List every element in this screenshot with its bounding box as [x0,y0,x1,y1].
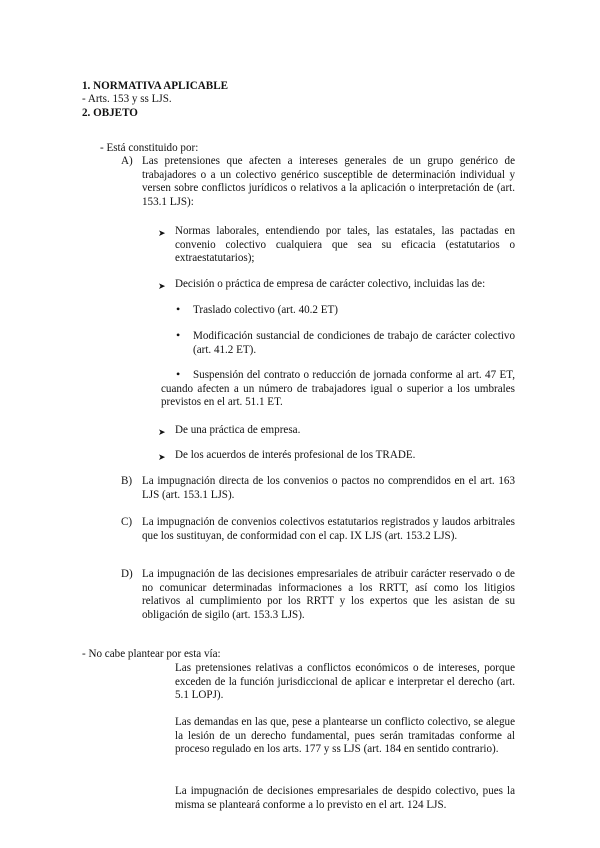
item-a-sub-practica: De una práctica de empresa. [175,424,301,436]
arrowhead-bullet-icon: ➤ [158,281,166,291]
round-bullet-icon: • [176,367,181,381]
item-d-text: La impugnación de las decisiones empresariales de atribuir carácter reservado o de no comunicar determinadas informaciones a los RRTT, así como los litigios relativos al cumplimiento por los RRTT y los expertos que les asistan de su obligación de sigilo (art. 153.3 LJS). [142,568,515,621]
exclusion-economicos: Las pretensiones relativas a conflictos económicos o de intereses, porque exceden de la función jurisdiccional de aplicar e interpretar el derecho (art. 5.1 LOPJ). [175,662,515,702]
arrowhead-bullet-icon: ➤ [158,427,166,437]
item-a-sub-normas: Normas laborales, entendiendo por tales, las estatales, las pactadas en convenio colectivo cualquiera que sea su eficacia (estatutarios o extraestatutarios); [175,225,515,265]
exclusion-derechos-fundamentales: Las demandas en las que, pese a plantearse un conflicto colectivo, se alegue la lesión de un derecho fundamental, pues serán tramitadas conforme al proceso regulado en los arts. 177 y ss LJS (art. 184 en sentido contrario). [175,716,515,756]
bullet-modificacion: Modificación sustancial de condiciones de trabajo de carácter colectivo (art. 41.2 ET). [193,330,515,356]
objeto-intro: - Está constituido por: [100,142,199,154]
item-c-label: C) [121,516,133,528]
normativa-reference: - Arts. 153 y ss LJS. [82,93,172,105]
item-c-text: La impugnación de convenios colectivos estatutarios registrados y laudos arbitrales que los sustituyan, de conformidad con el cap. IX LJS (art. 153.2 LJS). [142,516,515,542]
item-a-label: A) [121,155,133,167]
bullet-suspension: Suspensión del contrato o reducción de jornada conforme al art. 47 ET, cuando afecten a un número de trabajadores igual o superior a los umbrales previstos en el art. 51.1 ET. [161,369,515,409]
item-a-text: Las pretensiones que afecten a intereses generales de un grupo genérico de trabajadores o a un colectivo genérico susceptible de determinación individual y versen sobre conflictos jurídicos o relativos a la aplicación o interpretación de (art. 153.1 LJS): [142,155,515,208]
bullet-traslado: Traslado colectivo (art. 40.2 ET) [193,304,339,316]
arrowhead-bullet-icon: ➤ [158,452,166,462]
item-a-sub-decision: Decisión o práctica de empresa de carácter colectivo, incluidas las de: [175,278,486,290]
item-d-label: D) [121,568,133,580]
item-a-sub-trade: De los acuerdos de interés profesional de los TRADE. [175,449,416,461]
exclusion-despido-colectivo: La impugnación de decisiones empresariales de despido colectivo, pues la misma se planteará conforme a lo previsto en el art. 124 LJS. [175,785,515,811]
arrowhead-bullet-icon: ➤ [158,228,166,238]
section-title-objeto: 2. OBJETO [82,107,138,119]
exclusions-intro: - No cabe plantear por esta vía: [82,648,221,660]
item-b-label: B) [121,475,133,487]
round-bullet-icon: • [176,302,181,316]
item-b-text: La impugnación directa de los convenios o pactos no comprendidos en el art. 163 LJS (art. 153.1 LJS). [142,475,515,501]
section-title-normativa: 1. NORMATIVA APLICABLE [82,80,228,92]
round-bullet-icon: • [176,328,181,342]
